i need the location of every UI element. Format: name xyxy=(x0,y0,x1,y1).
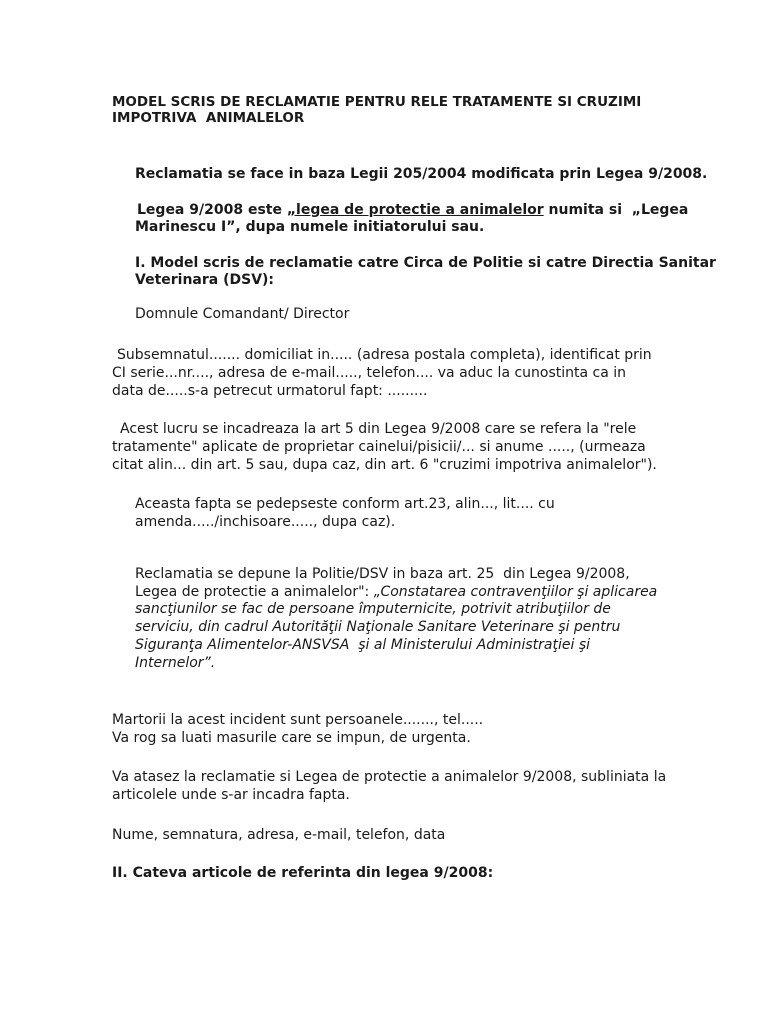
section-2-heading: II. Cateva articole de referinta din legea 9/2008: xyxy=(112,865,494,881)
para-4-quote-start: „Constatarea contravenţiilor şi aplicarea xyxy=(373,584,658,600)
para-1-line-3: data de.....s-a petrecut urmatorul fapt: ......... xyxy=(112,383,428,399)
para-3-line-2: amenda...../inchisoare....., dupa caz). xyxy=(135,514,396,530)
para-5-line-2: Va rog sa luati masurile care se impun, de urgenta. xyxy=(112,730,471,746)
para-1-line-1: Subsemnatul....... domiciliat in..... (adresa postala completa), identificat prin xyxy=(117,347,652,363)
law-note-suffix: numita si „Legea xyxy=(543,202,689,218)
para-4-line-2-plain: Legea de protectie a animalelor": xyxy=(135,584,374,600)
para-4-line-1: Reclamatia se depune la Politie/DSV in baza art. 25 din Legea 9/2008, xyxy=(135,566,630,582)
document-title-line-2: IMPOTRIVA ANIMALELOR xyxy=(112,110,305,126)
para-6-line-1: Va atasez la reclamatie si Legea de protectie a animalelor 9/2008, subliniata la xyxy=(112,769,667,785)
document-title-line-1: MODEL SCRIS DE RECLAMATIE PENTRU RELE TRATAMENTE SI CRUZIMI xyxy=(112,94,642,110)
signature-line: Nume, semnatura, adresa, e-mail, telefon, data xyxy=(112,827,446,843)
para-1-line-2: CI serie...nr...., adresa de e-mail....., telefon.... va aduc la cunostinta ca in xyxy=(112,365,627,381)
para-3-line-1: Aceasta fapta se pedepseste conform art.23, alin..., lit.... cu xyxy=(135,496,555,512)
law-name-underlined: „legea de protectie a animalelor xyxy=(286,202,544,218)
para-6-line-2: articolele unde s-ar incadra fapta. xyxy=(112,787,350,803)
para-5-line-1: Martorii la acest incident sunt persoanele......., tel..... xyxy=(112,712,484,728)
salutation: Domnule Comandant/ Director xyxy=(135,306,350,322)
section-1-heading-line-2: Veterinara (DSV): xyxy=(135,272,275,288)
para-4-line-4: serviciu, din cadrul Autorităţii Naţionale Sanitare Veterinare şi pentru xyxy=(135,619,621,635)
law-note-prefix: Legea 9/2008 este xyxy=(137,202,287,218)
para-2-line-3: citat alin... din art. 5 sau, dupa caz, din art. 6 "cruzimi impotriva animalelor"). xyxy=(112,457,657,473)
para-4-line-5: Siguranţa Alimentelor-ANSVSA şi al Ministerului Administraţiei şi xyxy=(135,637,591,653)
para-4-line-6: Internelor”. xyxy=(135,655,216,671)
para-2-line-1: Acest lucru se incadreaza la art 5 din Legea 9/2008 care se refera la "rele xyxy=(120,421,637,437)
para-4-line-3: sancţiunilor se fac de persoane împuternicite, potrivit atribuţiilor de xyxy=(135,601,611,617)
para-2-line-2: tratamente" aplicate de proprietar cainelui/pisicii/... si anume ....., (urmeaza xyxy=(112,439,646,455)
law-note-line-2: Marinescu I”, dupa numele initiatorului sau. xyxy=(135,219,485,235)
section-1-heading-line-1: I. Model scris de reclamatie catre Circa de Politie si catre Directia Sanitar xyxy=(135,255,716,271)
para-4-line-2 xyxy=(135,583,657,602)
intro-paragraph: Reclamatia se face in baza Legii 205/2004 modificata prin Legea 9/2008. xyxy=(135,166,708,182)
